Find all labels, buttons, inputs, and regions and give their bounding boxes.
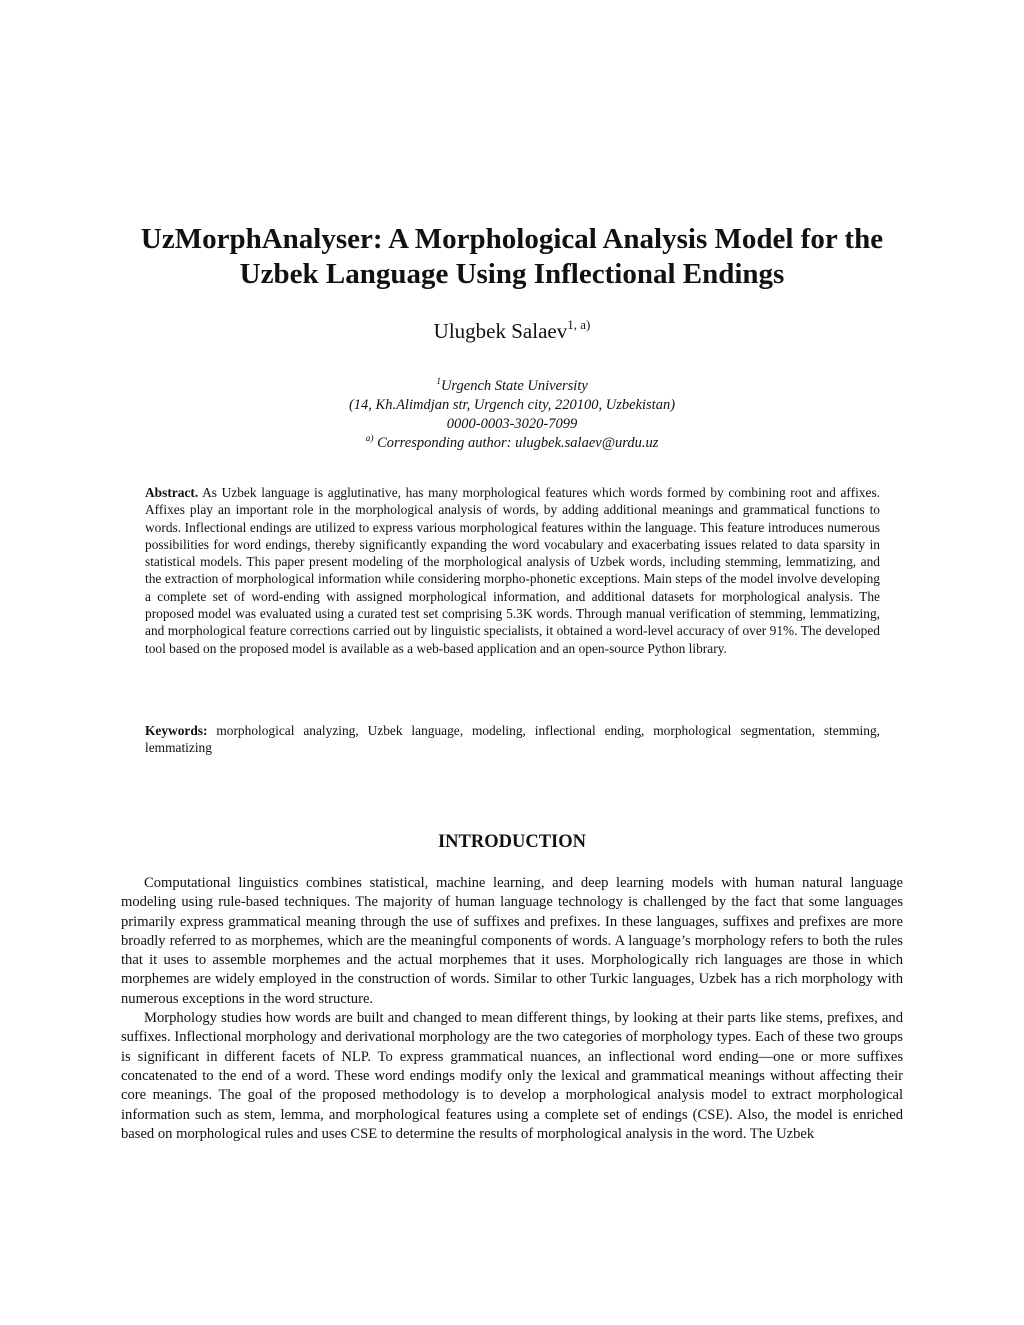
institution-name: Urgench State University (440, 378, 588, 394)
keywords (145, 722, 880, 757)
introduction-paragraph: Computational linguistics combines statistical, machine learning, and deep learning models with human natural language modeling using rule-based techniques. The majority of human language technology is challenged by the fact that some languages primarily express grammatical meaning through the use of suffixes and prefixes. In these languages, suffixes and prefixes are more broadly referred to as morphemes, which are the meaningful components of words. A language’s morphology refers to both the rules that it uses to assemble morphemes and the actual morphemes that it uses. Morphologically rich languages are those in which morphemes are widely employed in the construction of words. Similar to other Turkic languages, Uzbek has a rich morphology with numerous exceptions in the word structure. (121, 875, 903, 1007)
author-line (100, 317, 924, 345)
introduction-paragraph: Morphology studies how words are built and changed to mean different things, by looking at their parts like stems, prefixes, and suffixes. Inflectional morphology and derivational morphology are the two categories of morphology types. Each of these two groups is significant in different facets of NLP. To express grammatical nuances, an inflectional word ending—one or more suffixes concatenated to the end of a word. These word endings modify only the lexical and grammatical meanings without affecting their core meanings. The goal of the proposed methodology is to develop a morphological analysis model to extract morphological information such as stem, lemma, and morphological features using a complete set of endings (CSE). Also, the model is enriched based on morphological rules and uses CSE to determine the results of morphological analysis in the word. The Uzbek (121, 1010, 903, 1142)
orcid-line: 0000-0003-3020-7099 (446, 416, 578, 432)
paper-title: UzMorphAnalyser: A Morphological Analysis Model for the Uzbek Language Using Inflectional Endings (140, 223, 884, 290)
address-line: (14, Kh.Alimdjan str, Urgench city, 220100, Uzbekistan) (348, 397, 676, 413)
institution-line (100, 377, 924, 396)
author-superscript: 1, a) (567, 317, 591, 332)
corresponding-author: Corresponding author: ulugbek.salaev@urdu.uz (377, 435, 659, 451)
introduction-heading: INTRODUCTION (437, 832, 587, 852)
institution-marker: 1 (436, 377, 441, 387)
author-name: Ulugbek Salaev (433, 319, 568, 343)
introduction-body (121, 874, 903, 1144)
affiliation-block (100, 377, 924, 453)
corresponding-marker: a) (365, 434, 374, 444)
abstract-text: As Uzbek language is agglutinative, has many morphological features which words formed by combining root and affixes. Affixes play an important role in the morphological analysis of words, by adding additional meanings and grammatical functions to words. Inflectional endings are utilized to express various morphological features within the language. This feature introduces numerous possibilities for word endings, thereby significantly expanding the word vocabulary and exacerbating issues related to data sparsity in statistical models. This paper present modeling of the morphological analysis of Uzbek words, including stemming, lemmatizing, and the extraction of morphological information while considering morpho-phonetic exceptions. Main steps of the model involve developing a complete set of word-ending with assigned morphological information, and additional datasets for morphological analysis. The proposed model was evaluated using a curated test set comprising 5.3K words. Through manual verification of stemming, lemmatizing, and morphological feature corrections carried out by linguistic specialists, it obtained a word-level accuracy of over 91%. The developed tool based on the proposed model is available as a web-based application and an open-source Python library. (145, 485, 880, 656)
keywords-label: Keywords: (145, 723, 208, 738)
keywords-text: morphological analyzing, Uzbek language, modeling, inflectional ending, morphological segmentation, stemming, lemmatizing (145, 723, 880, 756)
corresponding-line (100, 434, 924, 453)
abstract-label: Abstract. (145, 485, 199, 500)
abstract (145, 484, 880, 657)
